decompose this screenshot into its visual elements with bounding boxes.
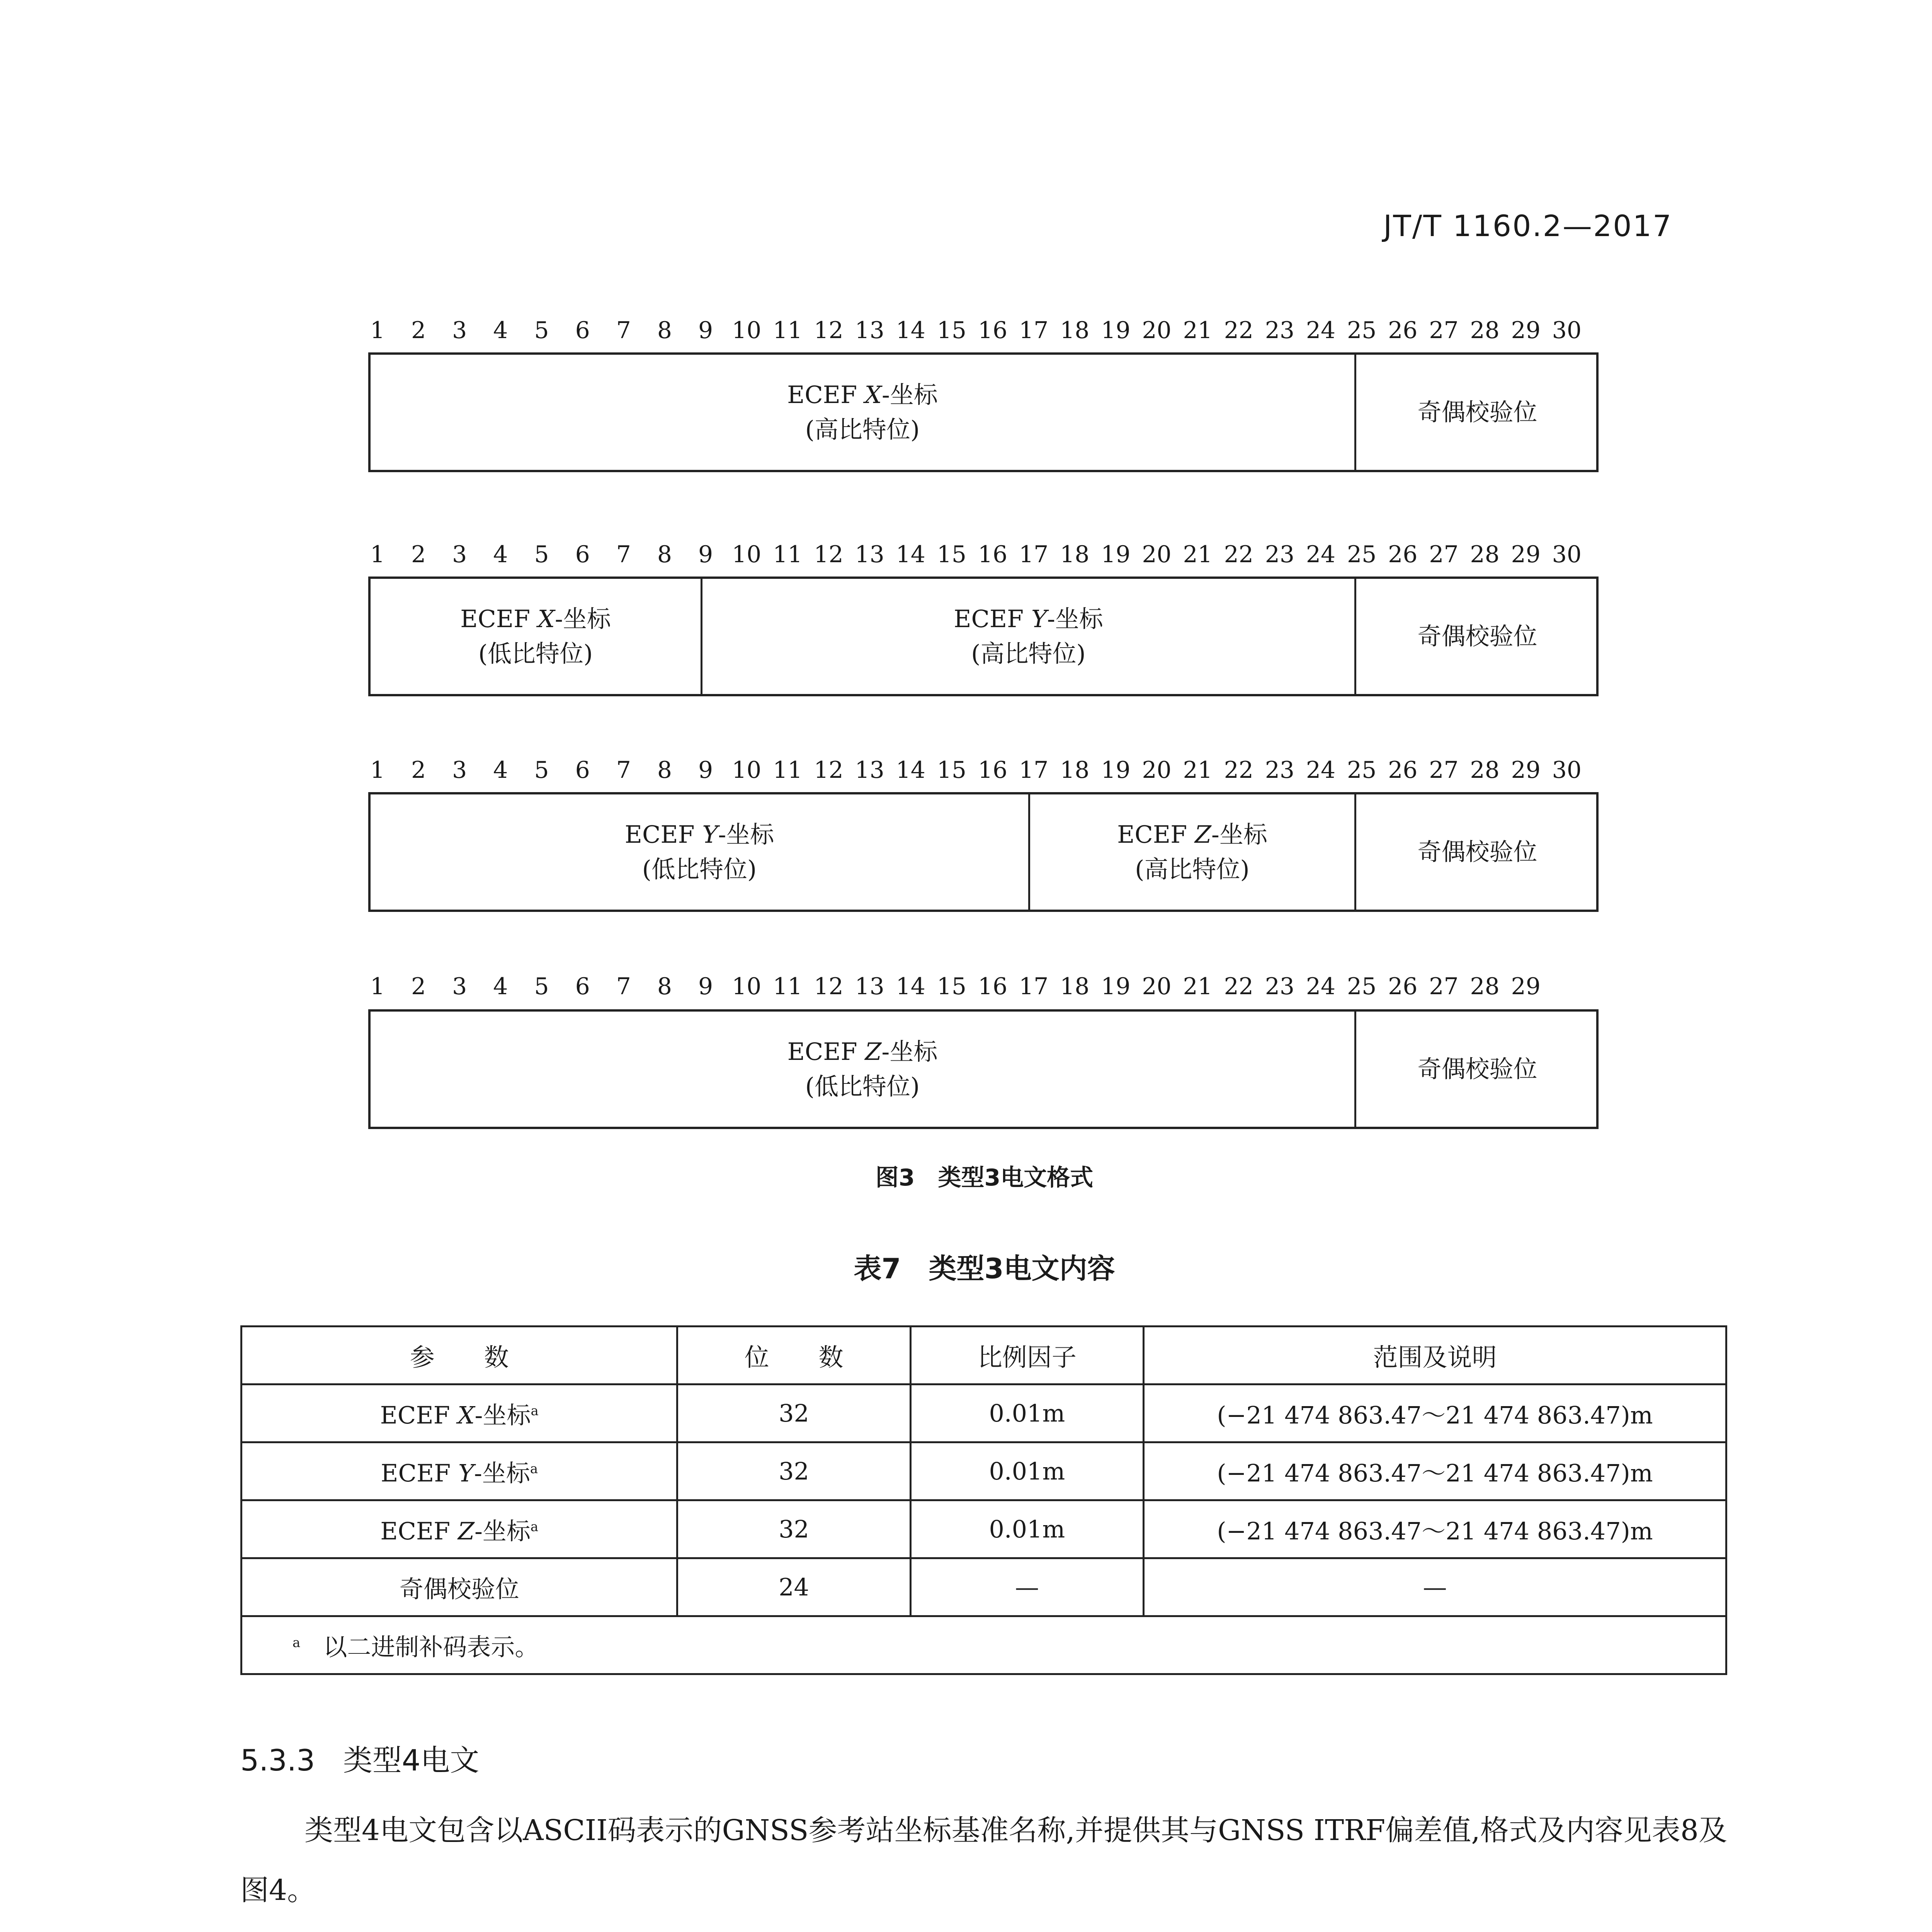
bit-index: 6 [575,317,590,344]
bit-index: 22 [1224,541,1253,568]
bit-index: 10 [732,757,762,784]
bit-index: 4 [493,757,508,784]
field-title: ECEF Z-坐标 [1117,820,1267,849]
bit-index: 11 [773,757,803,784]
bit-index: 4 [493,973,508,1000]
bit-index: 19 [1101,317,1131,344]
table-row [242,1442,1726,1500]
bit-index: 19 [1101,973,1131,1000]
bit-index: 15 [937,541,967,568]
frame-row-1 [368,352,1599,472]
bit-index: 26 [1388,541,1418,568]
bit-index: 29 [1511,757,1541,784]
section-heading: 5.3.3 类型4电文 [240,1743,480,1777]
bit-index: 13 [855,317,884,344]
bit-index-row [368,973,1601,1008]
bit-index: 23 [1265,973,1295,1000]
bit-index: 17 [1019,973,1049,1000]
bit-index: 2 [411,973,426,1000]
bit-index: 23 [1265,541,1295,568]
bit-index: 7 [616,973,631,1000]
table7 [240,1325,1727,1675]
bit-index: 14 [896,757,925,784]
table-row [242,1384,1726,1442]
scale-cell: — [910,1558,1143,1616]
bit-index: 15 [937,973,967,1000]
bit-index: 27 [1429,541,1459,568]
param-cell: ECEF Z-坐标$^a$ [242,1500,677,1558]
section-paragraph: 类型4电文包含以ASCII码表示的GNSS参考站坐标基准名称,并提供其与GNSS ITRF偏差值,格式及内容见表8及图4。 [240,1814,1727,1907]
bit-index: 1 [370,317,385,344]
param-cell: ECEF X-坐标$^a$ [242,1384,677,1442]
bit-index: 23 [1265,317,1295,344]
bit-index: 24 [1306,973,1336,1000]
table-row [242,1500,1726,1558]
bit-index: 1 [370,757,385,784]
bit-index: 19 [1101,757,1131,784]
bit-index: 26 [1388,317,1418,344]
bit-index: 18 [1060,757,1090,784]
bit-index: 19 [1101,541,1131,568]
header-cell: 比例因子 [910,1327,1143,1384]
bit-index: 8 [657,973,672,1000]
bit-index: 28 [1470,757,1500,784]
bit-index: 28 [1470,541,1500,568]
bits-cell: 32 [677,1442,910,1500]
bit-index: 9 [698,973,713,1000]
field-ecef-z-low [371,1012,1354,1127]
figure-caption: 图3 类型3电文格式 [875,1164,1094,1191]
bit-index: 12 [814,757,844,784]
bit-index: 3 [452,317,467,344]
param-cell: 奇偶校验位 [242,1558,677,1616]
bit-index: 20 [1142,757,1172,784]
bit-index: 6 [575,541,590,568]
field-title: ECEF Y-坐标 [954,605,1103,633]
field-title: ECEF X-坐标 [787,381,938,409]
field-title: ECEF Y-坐标 [624,820,774,849]
bit-index: 30 [1552,757,1582,784]
bit-index: 29 [1511,541,1541,568]
bit-index: 22 [1224,317,1253,344]
bit-index: 14 [896,317,925,344]
bit-index: 12 [814,317,844,344]
bit-index-row [368,541,1601,576]
table-header-row [242,1327,1726,1384]
bit-index: 27 [1429,973,1459,1000]
bit-index: 11 [773,317,803,344]
bit-index: 28 [1470,973,1500,1000]
bit-index: 12 [814,541,844,568]
scale-cell: 0.01m [910,1384,1143,1442]
bit-index: 1 [370,541,385,568]
bit-index: 30 [1552,541,1582,568]
bit-index: 22 [1224,973,1253,1000]
field-title: 奇偶校验位 [1417,1055,1537,1083]
bit-index: 23 [1265,757,1295,784]
bit-index: 3 [452,757,467,784]
bit-index: 4 [493,317,508,344]
bits-cell: 32 [677,1384,910,1442]
bit-index: 21 [1183,973,1213,1000]
standard-code: JT/T 1160.2—2017 [1383,209,1673,243]
field-ecef-y-high [701,579,1354,694]
field-title: ECEF X-坐标 [460,605,611,633]
bit-index: 9 [698,541,713,568]
scale-cell: 0.01m [910,1442,1143,1500]
bit-index: 6 [575,757,590,784]
bit-index: 6 [575,973,590,1000]
bit-index: 15 [937,317,967,344]
bit-index: 29 [1511,973,1541,1000]
field-subtitle: (低比特位) [642,855,757,883]
bit-index-row [368,757,1601,791]
field-parity [1354,355,1599,470]
bit-index: 4 [493,541,508,568]
bit-index: 16 [978,541,1008,568]
table7-caption: 表7 类型3电文内容 [854,1252,1115,1285]
table-footnote-row [242,1616,1726,1674]
bit-index: 11 [773,973,803,1000]
bit-index: 16 [978,317,1008,344]
field-title: 奇偶校验位 [1417,398,1537,426]
frame-row-2 [368,577,1599,696]
bit-index: 2 [411,317,426,344]
bit-index: 17 [1019,757,1049,784]
bit-index-row [368,317,1601,352]
range-cell: (−21 474 863.47～21 474 863.47)m [1144,1500,1726,1558]
bit-index: 17 [1019,317,1049,344]
frame-row-4 [368,1009,1599,1129]
header-cell: 参 数 [242,1327,677,1384]
bit-index: 18 [1060,973,1090,1000]
bit-index: 24 [1306,317,1336,344]
bit-index: 9 [698,317,713,344]
field-ecef-x-low [371,579,701,694]
bit-index: 10 [732,317,762,344]
bit-index: 2 [411,541,426,568]
bit-index: 27 [1429,317,1459,344]
bit-index: 27 [1429,757,1459,784]
field-subtitle: (高比特位) [1135,855,1250,883]
bit-index: 17 [1019,541,1049,568]
bit-index: 21 [1183,541,1213,568]
bit-index: 1 [370,973,385,1000]
bits-cell: 32 [677,1500,910,1558]
bit-index: 12 [814,973,844,1000]
field-ecef-y-low [371,794,1028,910]
bit-index: 25 [1347,541,1377,568]
bit-index: 13 [855,541,884,568]
bit-index: 2 [411,757,426,784]
bit-index: 20 [1142,973,1172,1000]
bit-index: 5 [534,973,549,1000]
bit-index: 5 [534,757,549,784]
bit-index: 10 [732,541,762,568]
field-subtitle: (低比特位) [805,1072,920,1100]
bit-index: 16 [978,973,1008,1000]
bit-index: 22 [1224,757,1253,784]
field-parity [1354,1012,1599,1127]
bit-index: 25 [1347,757,1377,784]
field-subtitle: (低比特位) [478,639,593,668]
bit-index: 9 [698,757,713,784]
bit-index: 25 [1347,973,1377,1000]
bit-index: 7 [616,757,631,784]
bit-index: 14 [896,541,925,568]
bit-index: 26 [1388,973,1418,1000]
field-title: 奇偶校验位 [1417,622,1537,650]
field-subtitle: (高比特位) [805,415,920,444]
bit-index: 20 [1142,317,1172,344]
bit-index: 8 [657,541,672,568]
bit-index: 13 [855,757,884,784]
bit-index: 8 [657,757,672,784]
range-cell: — [1144,1558,1726,1616]
field-ecef-x-high [371,355,1354,470]
header-cell: 位 数 [677,1327,910,1384]
bit-index: 30 [1552,317,1582,344]
bit-index: 5 [534,541,549,568]
bit-index: 15 [937,757,967,784]
bit-index: 20 [1142,541,1172,568]
range-cell: (−21 474 863.47～21 474 863.47)m [1144,1384,1726,1442]
bit-index: 26 [1388,757,1418,784]
bit-index: 11 [773,541,803,568]
bit-index: 7 [616,317,631,344]
bit-index: 8 [657,317,672,344]
bit-index: 29 [1511,317,1541,344]
field-subtitle: (高比特位) [971,639,1086,668]
table-footnote: $^a$ 以二进制补码表示。 [242,1616,1726,1674]
bit-index: 3 [452,973,467,1000]
bit-index: 13 [855,973,884,1000]
bit-index: 16 [978,757,1008,784]
range-cell: (−21 474 863.47～21 474 863.47)m [1144,1442,1726,1500]
field-ecef-z-high [1028,794,1354,910]
bits-cell: 24 [677,1558,910,1616]
bit-index: 3 [452,541,467,568]
bit-index: 14 [896,973,925,1000]
bit-index: 18 [1060,317,1090,344]
param-cell: ECEF Y-坐标$^a$ [242,1442,677,1500]
bit-index: 7 [616,541,631,568]
bit-index: 24 [1306,757,1336,784]
scale-cell: 0.01m [910,1500,1143,1558]
bit-index: 5 [534,317,549,344]
frame-row-3 [368,792,1599,912]
bit-index: 21 [1183,757,1213,784]
bit-index: 24 [1306,541,1336,568]
header-cell: 范围及说明 [1144,1327,1726,1384]
field-parity [1354,794,1599,910]
field-parity [1354,579,1599,694]
field-title: ECEF Z-坐标 [787,1037,938,1066]
field-title: 奇偶校验位 [1417,838,1537,866]
table-row [242,1558,1726,1616]
bit-index: 25 [1347,317,1377,344]
bit-index: 18 [1060,541,1090,568]
bit-index: 10 [732,973,762,1000]
bit-index: 21 [1183,317,1213,344]
bit-index: 28 [1470,317,1500,344]
